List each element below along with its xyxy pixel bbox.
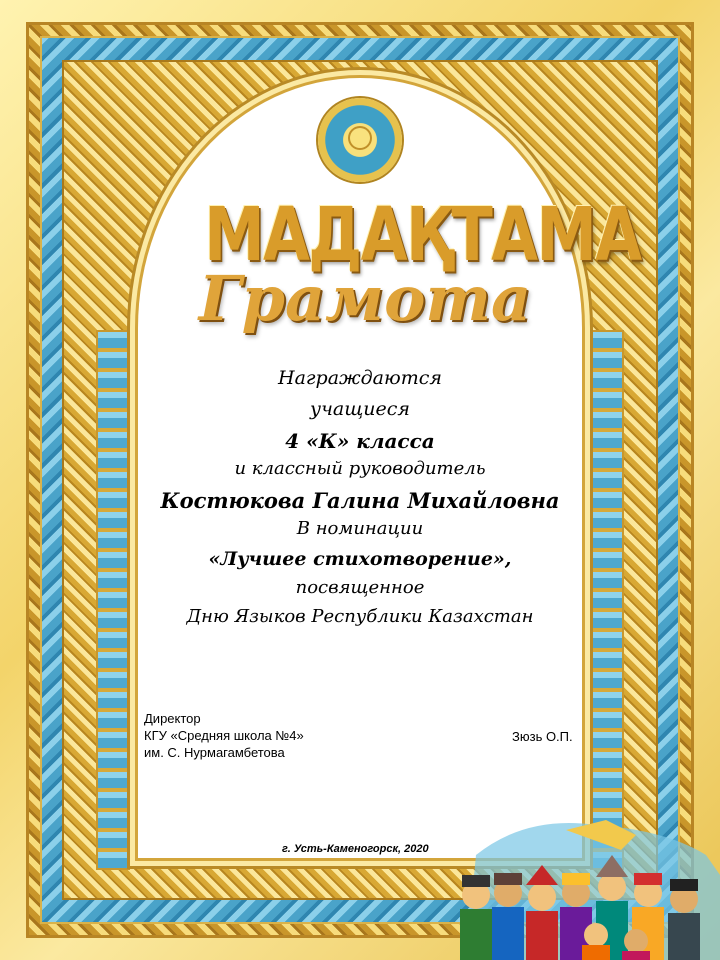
award-line: Награждаются <box>278 367 442 389</box>
certificate-title-russian: Грамота <box>198 262 532 335</box>
class-name: 4 «К» класса <box>285 429 435 453</box>
teacher-name: Костюкова Галина Михайловна <box>160 488 560 513</box>
place-date: г. Усть-Каменогорск, 2020 <box>282 843 429 855</box>
state-emblem-icon <box>318 98 402 182</box>
nomination-title: «Лучшее стихотворение», <box>208 548 512 570</box>
award-line: посвященное <box>295 577 425 598</box>
award-line: учащиеся <box>310 398 410 420</box>
left-ornament-pillar <box>96 330 130 870</box>
award-line: Дню Языков Республики Казахстан <box>186 606 534 627</box>
right-ornament-pillar <box>590 330 624 870</box>
signature-block <box>144 710 304 761</box>
signature-role: Директор <box>144 711 201 726</box>
award-line: и классный руководитель <box>234 458 486 479</box>
director-name: Зюзь О.П. <box>512 729 573 744</box>
award-line: В номинации <box>296 518 424 539</box>
signature-school-name: им. С. Нурмагамбетова <box>144 745 285 760</box>
people-of-kazakhstan-illustration <box>446 815 720 960</box>
signature-school: КГУ «Средняя школа №4» <box>144 728 304 743</box>
certificate-title-kazakh: МАДАҚТАМА <box>204 192 641 278</box>
